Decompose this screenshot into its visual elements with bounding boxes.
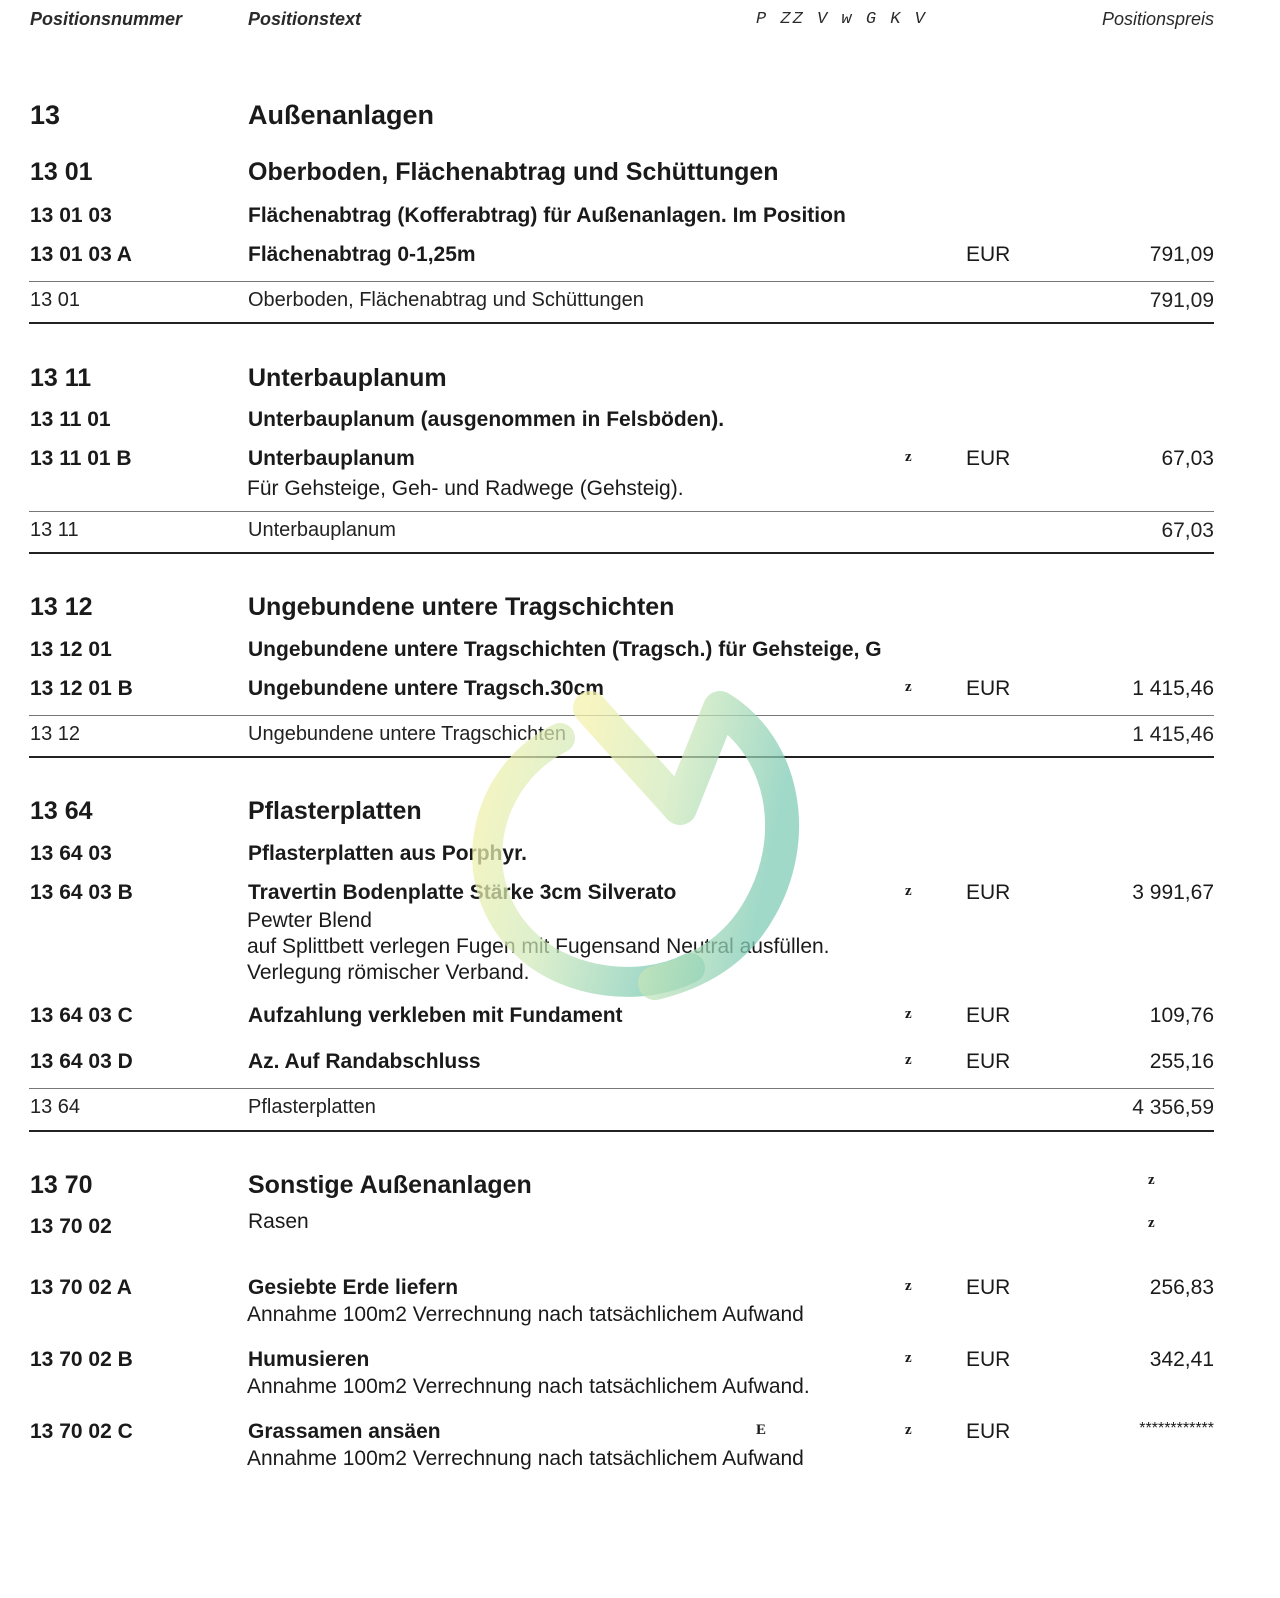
item-flag: z <box>905 1006 912 1022</box>
subtotal-price: 4 356,59 <box>1132 1096 1214 1119</box>
item-title: Gesiebte Erde liefern <box>248 1276 459 1299</box>
group-end-rule <box>29 756 1214 758</box>
item-unit: EUR <box>966 447 1011 470</box>
item-title: Aufzahlung verkleben mit Fundament <box>248 1004 623 1027</box>
header-codes: P ZZ V w G K V <box>756 10 927 29</box>
item-unit: EUR <box>966 1276 1011 1299</box>
item-price: 1 415,46 <box>1132 677 1214 700</box>
item-flag: z <box>905 883 912 899</box>
item-unit: EUR <box>966 1050 1011 1073</box>
subtotal-price: 1 415,46 <box>1132 723 1214 746</box>
item-number: 13 64 03 D <box>30 1050 133 1073</box>
subtotal-price: 67,03 <box>1161 519 1214 542</box>
item-price: 3 991,67 <box>1132 881 1214 904</box>
subtotal-title: Unterbauplanum <box>248 519 396 541</box>
item-title: Unterbauplanum <box>248 447 415 470</box>
item-flag: z <box>905 1278 912 1294</box>
group-number: 13 11 <box>30 364 92 392</box>
subtotal-number: 13 12 <box>30 723 81 745</box>
header-positionsnummer: Positionsnummer <box>30 9 183 29</box>
position-number: 13 01 03 <box>30 204 112 227</box>
position-number: 13 11 01 <box>30 408 111 431</box>
item-code: E <box>756 1422 767 1438</box>
item-price: 67,03 <box>1161 447 1214 470</box>
group-number: 13 64 <box>30 797 93 825</box>
group-title: Oberboden, Flächenabtrag und Schüttungen <box>248 158 779 186</box>
item-title: Az. Auf Randabschluss <box>248 1050 481 1073</box>
group-number: 13 01 <box>30 158 93 186</box>
item-price: 109,76 <box>1149 1004 1214 1027</box>
item-description: Annahme 100m2 Verrechnung nach tatsächlichem Aufwand <box>247 1447 804 1470</box>
position-title: Unterbauplanum (ausgenommen in Felsböden). <box>248 408 725 431</box>
subtotal-title: Ungebundene untere Tragschichten <box>248 723 567 745</box>
item-price: 791,09 <box>1149 243 1214 266</box>
item-description: Für Gehsteige, Geh- und Radwege (Gehsteig). <box>247 477 684 500</box>
subtotal-price: 791,09 <box>1149 289 1214 312</box>
item-description: Annahme 100m2 Verrechnung nach tatsächlichem Aufwand. <box>247 1375 810 1398</box>
item-title: Grassamen ansäen <box>248 1420 441 1443</box>
item-title: Humusieren <box>248 1348 370 1371</box>
item-unit: EUR <box>966 243 1011 266</box>
item-price: ************ <box>1139 1420 1214 1437</box>
group-title: Ungebundene untere Tragschichten <box>248 593 675 621</box>
item-number: 13 64 03 B <box>30 881 133 904</box>
position-flag: z <box>1148 1215 1155 1231</box>
item-unit: EUR <box>966 677 1011 700</box>
position-title: Ungebundene untere Tragschichten (Tragsch.) für Gehsteige, G <box>248 638 882 661</box>
group-title: Sonstige Außenanlagen <box>248 1171 532 1199</box>
section-number: 13 <box>30 100 61 130</box>
item-price: 256,83 <box>1149 1276 1214 1299</box>
header-positionspreis: Positionspreis <box>1101 9 1214 29</box>
subtotal-title: Oberboden, Flächenabtrag und Schüttungen <box>248 289 644 311</box>
section-title: Außenanlagen <box>248 100 435 130</box>
group-end-rule <box>29 552 1214 554</box>
position-title: Pflasterplatten aus Porphyr. <box>248 842 527 865</box>
position-number: 13 70 02 <box>30 1215 112 1238</box>
position-number: 13 12 01 <box>30 638 112 661</box>
item-description: Verlegung römischer Verband. <box>247 961 530 984</box>
item-number: 13 01 03 A <box>30 243 132 266</box>
item-description: Annahme 100m2 Verrechnung nach tatsächlichem Aufwand <box>247 1303 804 1326</box>
group-number: 13 70 <box>30 1171 93 1199</box>
position-number: 13 64 03 <box>30 842 112 865</box>
item-unit: EUR <box>966 881 1011 904</box>
position-title: Flächenabtrag (Kofferabtrag) für Außenanlagen. Im Position <box>248 204 846 227</box>
item-title: Flächenabtrag 0-1,25m <box>248 243 476 266</box>
item-number: 13 12 01 B <box>30 677 133 700</box>
group-title: Unterbauplanum <box>248 364 447 392</box>
item-number: 13 64 03 C <box>30 1004 133 1027</box>
header-positionstext: Positionstext <box>248 9 362 29</box>
item-title: Travertin Bodenplatte Stärke 3cm Silverato <box>248 881 677 904</box>
item-number: 13 70 02 C <box>30 1420 133 1443</box>
item-flag: z <box>905 449 912 465</box>
group-title: Pflasterplatten <box>248 797 422 825</box>
group-flag: z <box>1148 1172 1155 1188</box>
item-unit: EUR <box>966 1004 1011 1027</box>
item-number: 13 70 02 B <box>30 1348 133 1371</box>
subtotal-number: 13 64 <box>30 1096 81 1118</box>
item-unit: EUR <box>966 1348 1011 1371</box>
position-title: Rasen <box>248 1210 309 1233</box>
item-flag: z <box>905 1052 912 1068</box>
item-flag: z <box>905 1350 912 1366</box>
item-number: 13 70 02 A <box>30 1276 132 1299</box>
subtotal-rule <box>29 281 1214 282</box>
subtotal-number: 13 11 <box>30 519 79 541</box>
subtotal-number: 13 01 <box>30 289 81 311</box>
subtotal-rule <box>29 511 1214 512</box>
group-end-rule <box>29 1130 1214 1132</box>
item-flag: z <box>905 679 912 695</box>
subtotal-title: Pflasterplatten <box>248 1096 376 1118</box>
item-description: auf Splittbett verlegen Fugen mit Fugensand Neutral ausfüllen. <box>247 935 830 958</box>
item-number: 13 11 01 B <box>30 447 132 470</box>
subtotal-rule <box>29 715 1214 716</box>
item-price: 255,16 <box>1149 1050 1214 1073</box>
item-price: 342,41 <box>1149 1348 1214 1371</box>
item-unit: EUR <box>966 1420 1011 1443</box>
item-description: Pewter Blend <box>247 909 372 932</box>
item-title: Ungebundene untere Tragsch.30cm <box>248 677 604 700</box>
group-end-rule <box>29 322 1214 324</box>
subtotal-rule <box>29 1088 1214 1089</box>
item-flag: z <box>905 1422 912 1438</box>
group-number: 13 12 <box>30 593 93 621</box>
